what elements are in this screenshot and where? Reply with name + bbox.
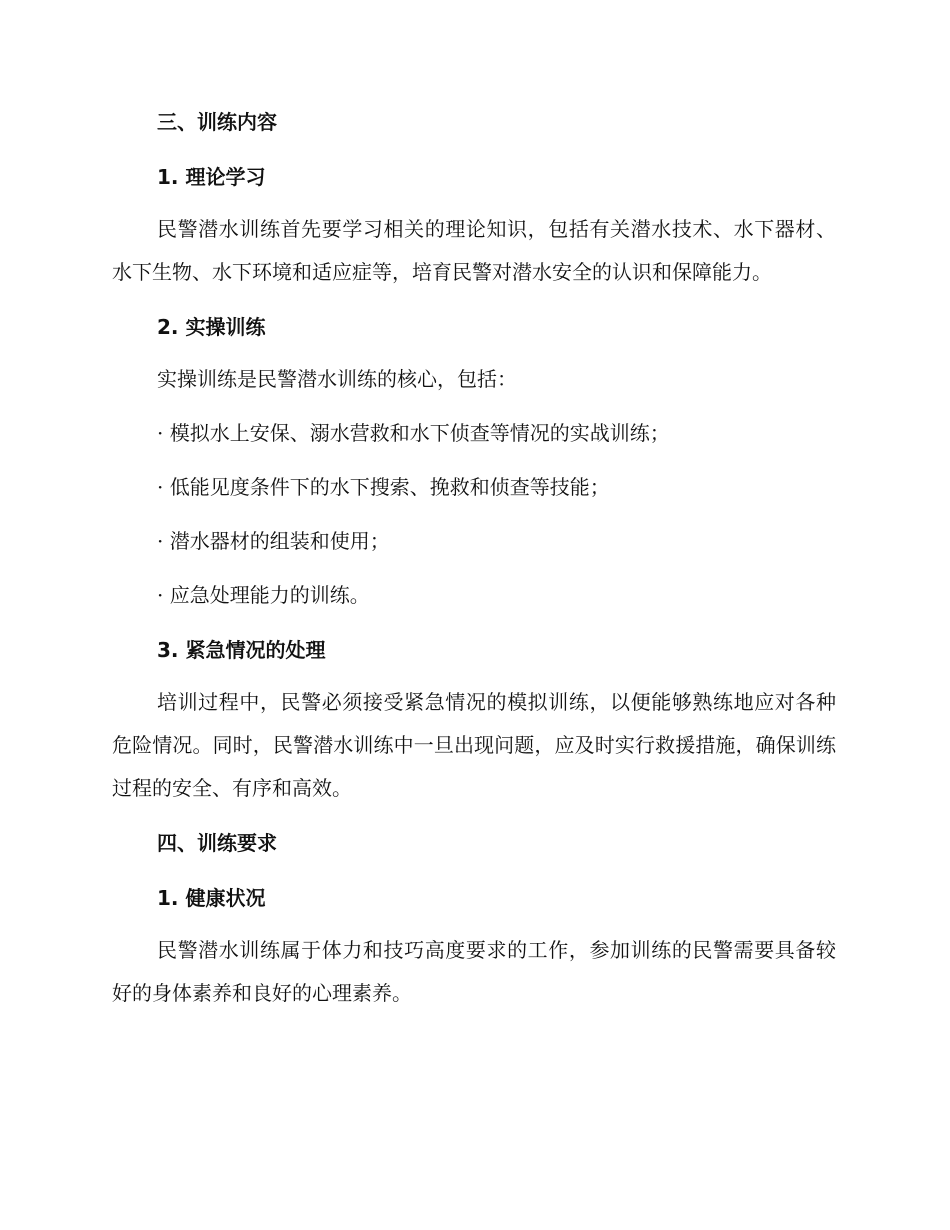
section-heading-training-content: 三、训练内容 [157,110,277,134]
paragraph-emergency-handling: 培训过程中，民警必须接受紧急情况的模拟训练，以便能够熟练地应对各种危险情况。同时，民警潜水训练中一旦出现问题，应及时实行救援措施，确保训练过程的安全、有序和高效。 [112,690,836,800]
list-item: · 低能见度条件下的水下搜索、挽救和侦查等技能； [157,475,610,499]
list-item: · 潜水器材的组装和使用； [157,529,390,553]
paragraph-practical-intro: 实操训练是民警潜水训练的核心，包括： [157,367,517,391]
paragraph-health-status: 民警潜水训练属于体力和技巧高度要求的工作，参加训练的民警需要具备较好的身体素养和良好的心理素养。 [112,938,836,1005]
list-item: · 应急处理能力的训练。 [157,583,370,607]
list-item: · 模拟水上安保、溺水营救和水下侦查等情况的实战训练； [157,421,670,445]
subheading-emergency-handling: 3. 紧急情况的处理 [157,638,326,662]
section-heading-training-requirements: 四、训练要求 [157,831,277,855]
subheading-theory-study: 1. 理论学习 [157,165,266,189]
document-page [112,108,836,1015]
subheading-practical-training: 2. 实操训练 [157,315,266,339]
paragraph-theory-study: 民警潜水训练首先要学习相关的理论知识，包括有关潜水技术、水下器材、水下生物、水下环境和适应症等，培育民警对潜水安全的认识和保障能力。 [112,217,836,284]
subheading-health-status: 1. 健康状况 [157,886,266,910]
